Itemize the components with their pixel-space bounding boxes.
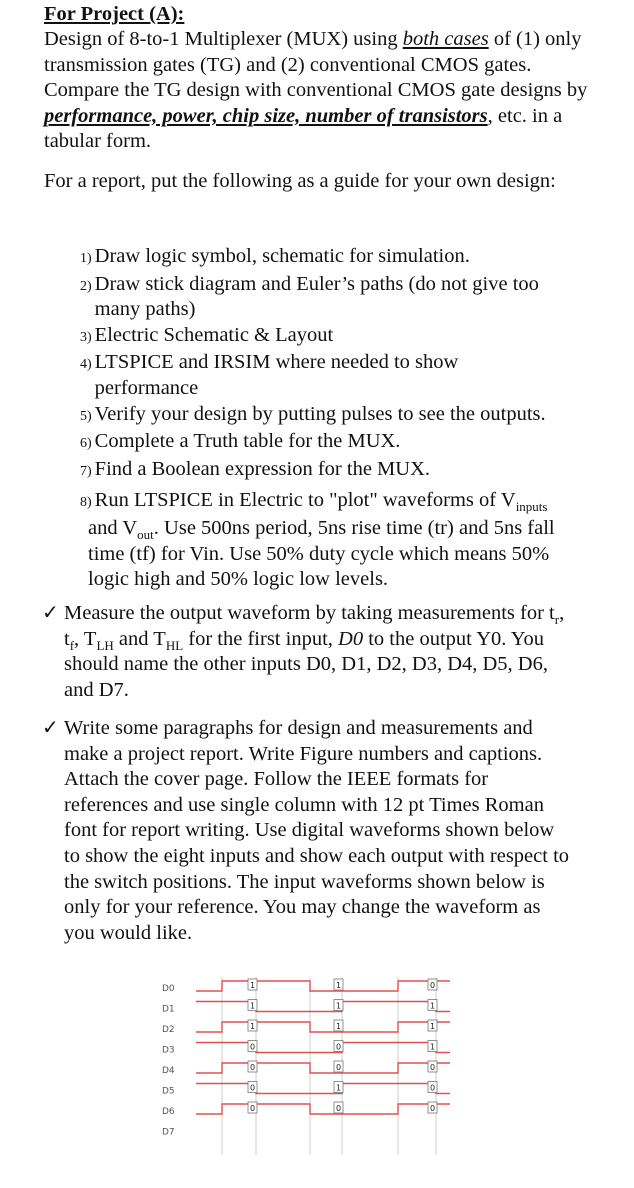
bit-value: 0 — [430, 1083, 436, 1093]
list-item: 8) Run LTSPICE in Electric to "plot" waveforms of $V_{inputs}$ and $V_{out}$. Use 500ns period, 5ns rise time (tr) and 5ns fall time (tf) for Vin. Use 50% duty cycle which means 50% logic high and 50% logic low levels. — [80, 489, 555, 591]
signal-label: D4 — [162, 1066, 175, 1076]
bit-value: 1 — [336, 1022, 342, 1031]
intro-text-2: of (1) only transmission gates (TG) and (2) conventional CMOS gates. Compare the TG design with conventional CMOS gate designs by — [44, 28, 588, 102]
bit-value: 0 — [250, 1083, 256, 1093]
intro-text-3: , etc. in a tabular form. — [44, 104, 563, 153]
list-item: 5) Verify your design by putting pulses to see the outputs. — [80, 402, 546, 425]
bit-value: 1 — [250, 1001, 256, 1011]
signal-waveform — [196, 1063, 450, 1073]
signal-label: D3 — [162, 1045, 175, 1056]
signal-label: D7 — [162, 1127, 175, 1138]
intro-text-1: Design of 8-to-1 Multiplexer (MUX) using — [44, 28, 403, 50]
bit-value: 0 — [250, 1063, 256, 1072]
report-guide-intro: For a report, put the following as a guide for your own design: — [44, 170, 556, 192]
project-heading: For Project (A): — [44, 3, 185, 25]
bit-value: 0 — [250, 1104, 256, 1113]
list-item: 3) Electric Schematic & Layout — [80, 323, 334, 346]
bit-value: 1 — [336, 1001, 342, 1011]
bit-value: 1 — [336, 1083, 342, 1093]
measure-paragraph: ✓ Measure the output waveform by taking measurements for $t_r$, $t_f$, $T_{LH}$ and $T_{HL}$ for the first input, D0 to the output Y0. You should name the other inputs D0, D1, D2, D3, D4, D5, D6, and D7. — [42, 602, 565, 701]
list-item: 4) LTSPICE and IRSIM where needed to show performance — [80, 351, 459, 399]
signal-waveform — [196, 981, 450, 991]
bit-value: 1 — [250, 1022, 256, 1031]
bit-value: 0 — [336, 1063, 342, 1072]
signal-label: D2 — [162, 1025, 175, 1035]
list-item: 2) Draw stick diagram and Euler’s paths (do not give too many paths) — [80, 272, 539, 321]
bit-value: 1 — [430, 1042, 436, 1052]
bit-value: 0 — [430, 1063, 436, 1072]
checkmark-icon: ✓ — [42, 717, 59, 739]
signal-waveform — [196, 1022, 450, 1032]
list-item: 1) Draw logic symbol, schematic for simulation. — [80, 245, 470, 267]
bit-value: 0 — [336, 1104, 342, 1113]
signal-label: D5 — [162, 1086, 175, 1097]
signal-waveform — [196, 1043, 450, 1053]
bit-value: 0 — [336, 1042, 342, 1052]
signal-label: D0 — [162, 984, 175, 994]
checkmark-icon: ✓ — [42, 602, 59, 624]
list-item: 7) Find a Boolean expression for the MUX. — [80, 457, 431, 480]
signal-label: D6 — [162, 1107, 175, 1117]
signal-label: D1 — [162, 1004, 175, 1015]
bit-value: 1 — [430, 1001, 436, 1011]
bit-value: 0 — [430, 981, 436, 990]
signal-waveform — [196, 1002, 450, 1012]
report-steps-list — [80, 244, 580, 593]
bit-value: 1 — [430, 1022, 436, 1031]
bit-value: 1 — [250, 981, 256, 990]
list-item: 6) Complete a Truth table for the MUX. — [80, 430, 401, 453]
bit-value: 0 — [430, 1104, 436, 1113]
both-cases-emphasis: both cases — [402, 28, 489, 50]
signal-waveform — [196, 1104, 450, 1114]
bit-value: 1 — [336, 981, 342, 990]
signal-waveform — [196, 1084, 450, 1094]
bit-value: 0 — [250, 1042, 256, 1052]
project-description — [44, 27, 604, 155]
comparison-metrics-emphasis: performance, power, chip size, number of transistors — [44, 104, 488, 127]
report-paragraph: ✓ Write some paragraphs for design and measurements and make a project report. Write Figure numbers and captions. Attach the cover page. Follow the IEEE formats for references and use single column with 12 pt Times Roman font for report writing. Use digital waveforms shown below to show the eight inputs and show each output with respect to the switch positions. The input waveforms shown below is only for your reference. You may change the waveform as you would like. — [42, 717, 570, 944]
input-waveform-figure — [160, 975, 460, 1185]
